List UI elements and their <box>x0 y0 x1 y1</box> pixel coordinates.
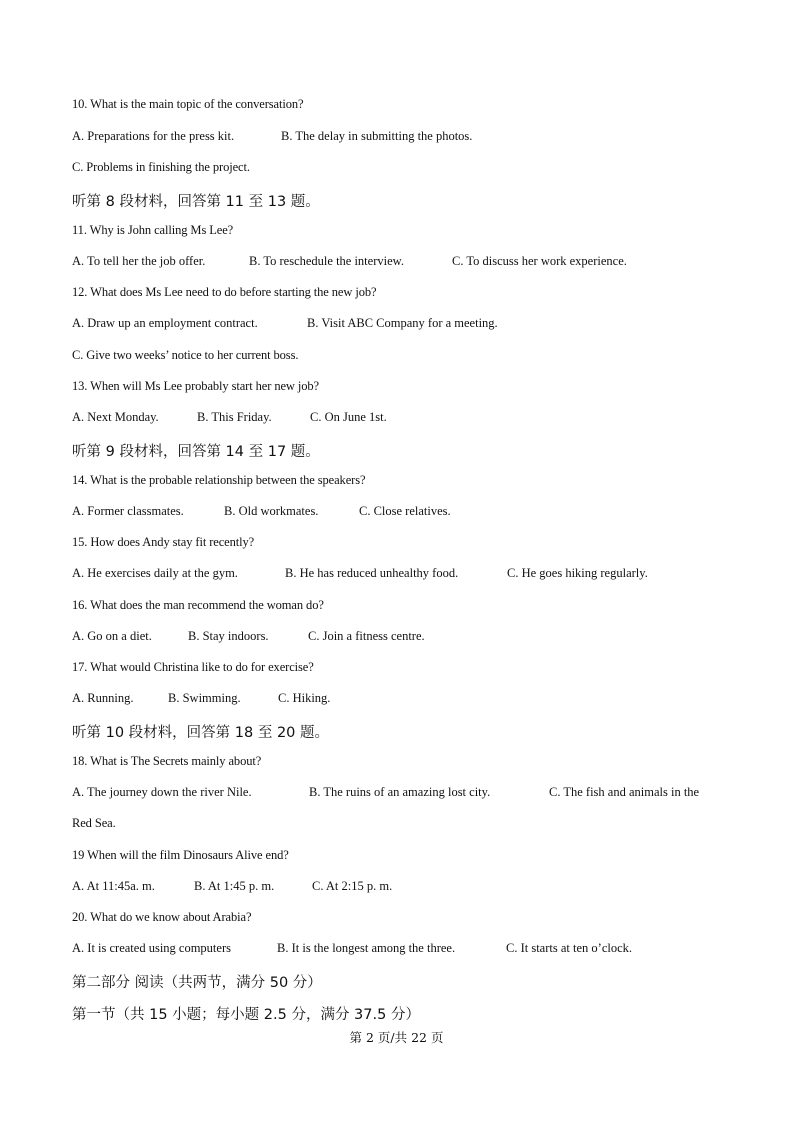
q10-question: 10. What is the main topic of the conversation? <box>72 97 304 111</box>
q15-option-a: A. He exercises daily at the gym. <box>72 566 238 580</box>
q15-question: 15. How does Andy stay fit recently? <box>72 535 255 549</box>
q12-question: 12. What does Ms Lee need to do before starting the new job? <box>72 285 377 299</box>
q19-option-b: B. At 1:45 p. m. <box>194 879 275 893</box>
q12-option-b: B. Visit ABC Company for a meeting. <box>307 316 498 330</box>
q11-option-a: A. To tell her the job offer. <box>72 254 206 268</box>
q19-option-a: A. At 11:45a. m. <box>72 879 155 893</box>
page-number: 第 2 页/共 22 页 <box>349 1030 444 1045</box>
q18-option-c-continued: Red Sea. <box>72 816 116 830</box>
q16-option-c: C. Join a fitness centre. <box>308 629 425 643</box>
q13-option-b: B. This Friday. <box>197 410 272 424</box>
q13-question: 13. When will Ms Lee probably start her new job? <box>72 379 319 393</box>
q16-option-b: B. Stay indoors. <box>188 629 269 643</box>
q14-question: 14. What is the probable relationship between the speakers? <box>72 473 366 487</box>
q13-option-c: C. On June 1st. <box>310 410 387 424</box>
q20-option-b: B. It is the longest among the three. <box>277 941 456 955</box>
q19-question: 19 When will the film Dinosaurs Alive end? <box>72 848 289 862</box>
q18-option-b: B. The ruins of an amazing lost city. <box>309 785 491 799</box>
section-header-9: 听第 9 段材料，回答第 14 至 17 题。 <box>72 444 320 460</box>
q12-option-a: A. Draw up an employment contract. <box>72 316 258 330</box>
q11-option-b: B. To reschedule the interview. <box>249 254 404 268</box>
q14-option-a: A. Former classmates. <box>72 504 184 518</box>
q18-option-a: A. The journey down the river Nile. <box>72 785 252 799</box>
q10-option-a: A. Preparations for the press kit. <box>72 129 235 143</box>
q20-question: 20. What do we know about Arabia? <box>72 910 252 924</box>
q17-question: 17. What would Christina like to do for exercise? <box>72 660 314 674</box>
q11-option-c: C. To discuss her work experience. <box>452 254 627 268</box>
q16-question: 16. What does the man recommend the woman do? <box>72 598 324 612</box>
q10-option-c: C. Problems in finishing the project. <box>72 160 250 174</box>
q20-option-a: A. It is created using computers <box>72 941 231 955</box>
q12-option-c: C. Give two weeks’ notice to her current boss. <box>72 348 299 362</box>
q15-option-c: C. He goes hiking regularly. <box>507 566 648 580</box>
q14-option-c: C. Close relatives. <box>359 504 451 518</box>
q18-question: 18. What is The Secrets mainly about? <box>72 754 262 768</box>
q17-option-a: A. Running. <box>72 691 134 705</box>
q16-option-a: A. Go on a diet. <box>72 629 152 643</box>
section-header-8: 听第 8 段材料，回答第 11 至 13 题。 <box>72 194 320 210</box>
q13-option-a: A. Next Monday. <box>72 410 159 424</box>
part-two-heading: 第二部分 阅读（共两节，满分 50 分） <box>72 975 322 991</box>
q17-option-b: B. Swimming. <box>168 691 241 705</box>
q17-option-c: C. Hiking. <box>278 691 331 705</box>
q14-option-b: B. Old workmates. <box>224 504 319 518</box>
q19-option-c: C. At 2:15 p. m. <box>312 879 393 893</box>
section-header-10: 听第 10 段材料，回答第 18 至 20 题。 <box>72 725 330 741</box>
q18-option-c: C. The fish and animals in the <box>549 785 700 799</box>
q20-option-c: C. It starts at ten o’clock. <box>506 941 633 955</box>
section-one-heading: 第一节（共 15 小题；每小题 2.5 分，满分 37.5 分） <box>72 1007 420 1023</box>
q15-option-b: B. He has reduced unhealthy food. <box>285 566 459 580</box>
q11-question: 11. Why is John calling Ms Lee? <box>72 223 234 237</box>
q10-option-b: B. The delay in submitting the photos. <box>281 129 473 143</box>
